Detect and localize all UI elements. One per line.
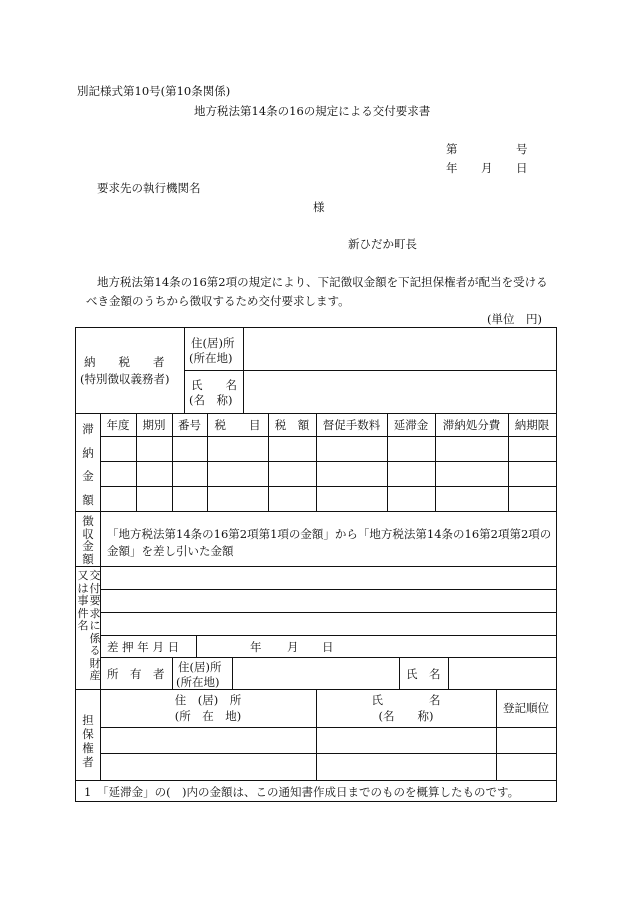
arrears-column-header: 延滞金: [393, 418, 429, 432]
arrears-column-header: 年度: [106, 418, 130, 432]
taxpayer-label: 納 税 者: [84, 355, 165, 369]
taxpayer-address-label: 住(居)所: [191, 336, 235, 350]
owner-address-sublabel: (所在地): [176, 675, 220, 689]
recipient-label: 要求先の執行機関名: [97, 181, 201, 195]
date-day-label: 日: [516, 161, 528, 175]
date-year-label: 年: [446, 161, 458, 175]
seizure-year-label: 年: [250, 640, 262, 654]
security-name-sublabel: (名 称): [378, 709, 434, 723]
taxpayer-name-sublabel: (名 称): [189, 393, 233, 407]
date-month-label: 月: [481, 161, 493, 175]
issuer-name: 新ひだか町長: [348, 237, 417, 251]
taxpayer-address-sublabel: (所在地): [189, 351, 233, 365]
collection-side-label: 徴収金額: [82, 514, 94, 566]
security-address-label: 住 (居) 所: [174, 693, 242, 707]
number-label: 第: [446, 142, 458, 156]
taxpayer-sublabel: (特別徴収義務者): [80, 372, 170, 386]
arrears-column-header: 税 目: [214, 418, 261, 432]
seizure-date-label: 差 押 年 月 日: [107, 640, 180, 654]
arrears-column-header: 督促手数料: [322, 418, 381, 432]
body-text-line1: 地方税法第14条の16第2項の規定により、下記徴収金額を下記担保権者が配当を受ける: [97, 275, 548, 289]
unit-label: (単位 円): [487, 312, 542, 326]
arrears-column-header: 納期限: [514, 418, 550, 432]
taxpayer-name-label: 氏 名: [191, 378, 237, 392]
arrears-side-label: 滞納金額: [82, 422, 94, 507]
matters-side-label-b: 又は事件名: [77, 569, 89, 632]
arrears-column-header: 滞納処分費: [442, 418, 501, 432]
security-address-sublabel: (所 在 地): [174, 709, 242, 723]
body-text-line2: べき金額のうちから徴収するため交付要求します。: [86, 294, 350, 308]
document-title: 地方税法第14条の16の規定による交付要求書: [194, 104, 431, 118]
collection-text-line2: 金額」を差し引いた金額: [107, 544, 234, 558]
honorific: 様: [313, 200, 325, 214]
arrears-column-header: 期別: [142, 418, 166, 432]
note-text: 1 「延滞金」の( )内の金額は、この通知書作成日までのものを概算したものです。: [84, 785, 520, 799]
seizure-day-label: 日: [322, 640, 334, 654]
collection-text-line1: 「地方税法第14条の16第2項第1項の金額」から「地方税法第14条の16第2項第2項の: [107, 527, 552, 541]
number-suffix: 号: [516, 142, 528, 156]
owner-label: 所 有 者: [107, 667, 165, 681]
seizure-month-label: 月: [287, 640, 299, 654]
arrears-column-header: 番号: [178, 418, 201, 432]
matters-side-label-a: 交付要求に係る財産: [89, 569, 101, 682]
owner-address-label: 住(居)所: [178, 660, 222, 674]
security-side-label: 担保権者: [82, 713, 94, 769]
security-rank-label: 登記順位: [503, 701, 549, 715]
form-number: 別記様式第10号(第10条関係): [77, 84, 231, 98]
owner-name-label: 氏 名: [406, 667, 441, 681]
arrears-column-header: 税 額: [274, 418, 310, 432]
security-name-label: 氏 名: [371, 693, 441, 707]
